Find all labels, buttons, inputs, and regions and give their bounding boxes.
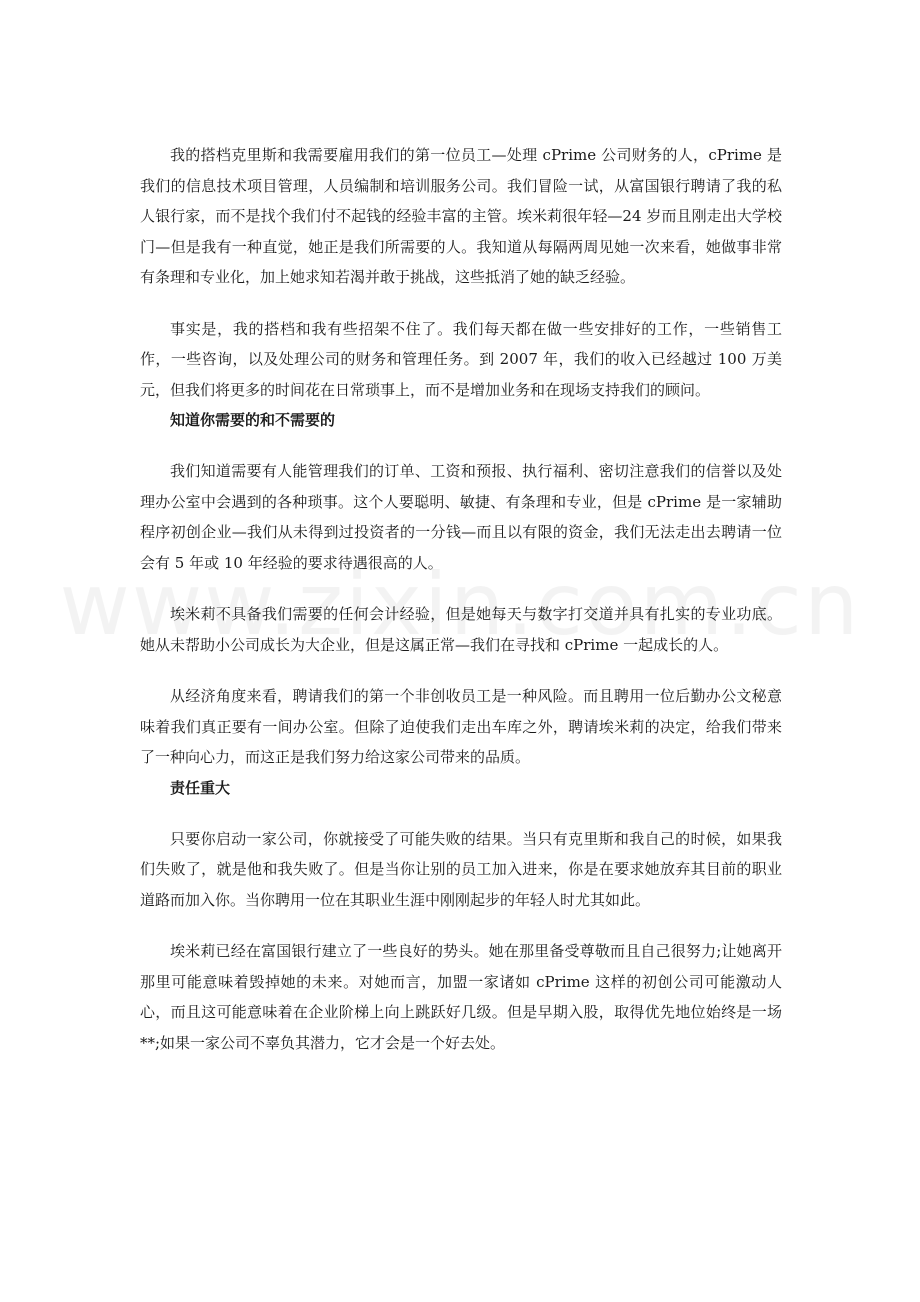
paragraph-6: 只要你启动一家公司，你就接受了可能失败的结果。当只有克里斯和我自己的时候，如果我们失败了，就是他和我失败了。但是当你让别的员工加入进来，你是在要求她放弃其目前的职业道路而加入你。当你聘用一位在其职业生涯中刚刚起步的年轻人时尤其如此。: [140, 829, 782, 909]
paragraph-5: 从经济角度来看，聘请我们的第一个非创收员工是一种风险。而且聘用一位后勤办公文秘意味着我们真正要有一间办公室。但除了迫使我们走出车库之外，聘请埃米莉的决定，给我们带来了一种向心力，而这正是我们努力给这家公司带来的品质。: [140, 687, 782, 766]
paragraph-1: 我的搭档克里斯和我需要雇用我们的第一位员工—处理 cPrime 公司财务的人，cPrime 是我们的信息技术项目管理，人员编制和培训服务公司。我们冒险一试，从富国银行聘请了我的私人银行家，而不是找个我们付不起钱的经验丰富的主管。埃米莉很年轻—24 岁而且刚走出大学校门—但是我有一种直觉，她正是我们所需要的人。我知道从每隔两周见她一次来看，她做事非常有条理和专业化，加上她求知若渴并敢于挑战，这些抵消了她的缺乏经验。: [140, 146, 782, 286]
paragraph-3: 我们知道需要有人能管理我们的订单、工资和预报、执行福利、密切注意我们的信誉以及处理办公室中会遇到的各种琐事。这个人要聪明、敏捷、有条理和专业，但是 cPrime 是一家辅助程序初创企业—我们从未得到过投资者的一分钱—而且以有限的资金，我们无法走出去聘请一位会有 5 年或 10 年经验的要求待遇很高的人。: [140, 462, 782, 572]
paragraph-4: 埃米莉不具备我们需要的任何会计经验，但是她每天与数字打交道并具有扎实的专业功底。她从未帮助小公司成长为大企业，但是这属正常—我们在寻找和 cPrime 一起成长的人。: [140, 605, 782, 654]
paragraph-7: 埃米莉已经在富国银行建立了一些良好的势头。她在那里备受尊敬而且自己很努力;让她离开那里可能意味着毁掉她的未来。对她而言，加盟一家诸如 cPrime 这样的初创公司可能激动人心，而且这可能意味着在企业阶梯上向上跳跃好几级。但是早期入股，取得优先地位始终是一场**;如果一家公司不辜负其潜力，它才会是一个好去处。: [140, 942, 782, 1052]
section-heading-1: 知道你需要的和不需要的: [170, 411, 336, 429]
section-heading-2: 责任重大: [170, 778, 231, 797]
document-body: [140, 140, 782, 1058]
paragraph-2: 事实是，我的搭档和我有些招架不住了。我们每天都在做一些安排好的工作，一些销售工作，一些咨询，以及处理公司的财务和管理任务。到 2007 年，我们的收入已经越过 100 万美元，但我们将更多的时间花在日常琐事上，而不是增加业务和在现场支持我们的顾问。: [140, 319, 782, 399]
